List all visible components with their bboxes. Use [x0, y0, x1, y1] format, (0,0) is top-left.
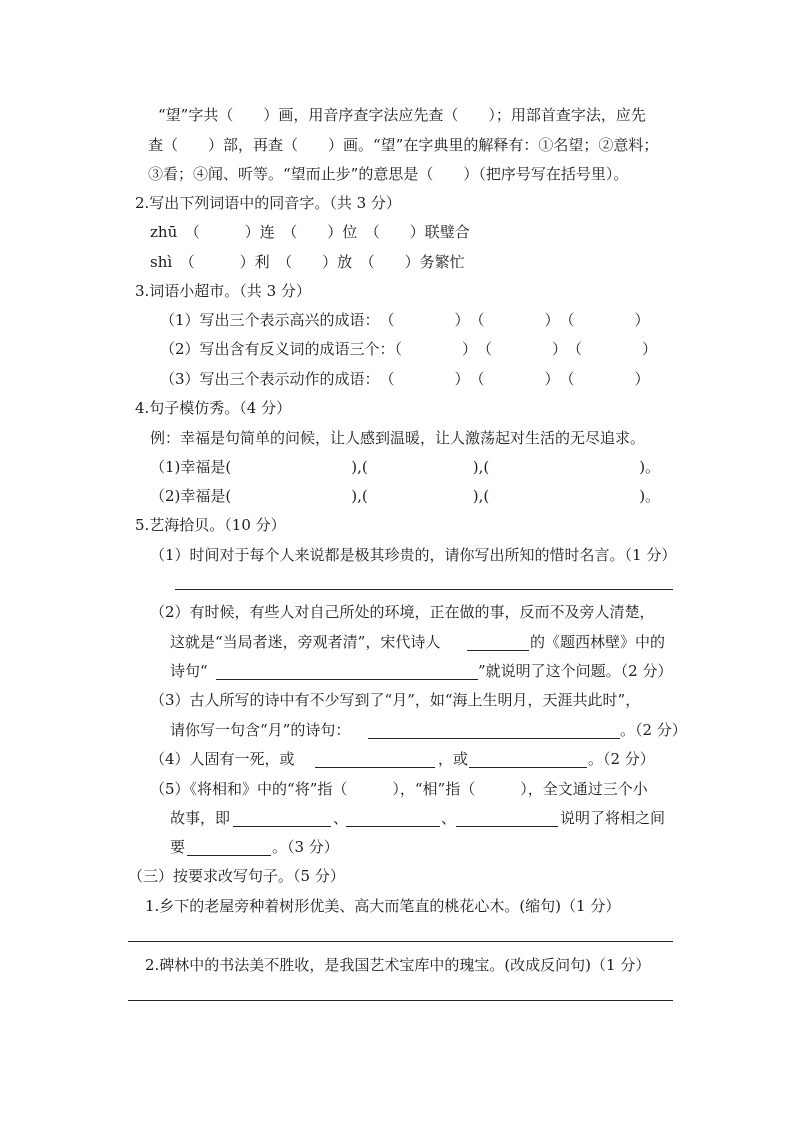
part3-question-2: 2.碑林中的书法美不胜收，是我国艺术宝库中的瑰宝。(改成反问句)（1 分）: [145, 956, 651, 974]
poet-blank[interactable]: [467, 650, 529, 651]
q2-row-shi: shì （ ）利 （ ）放 （ ）务繁忙: [150, 253, 465, 271]
part3-answer-line-1[interactable]: [128, 941, 673, 942]
q5-sub-4-part-2: ，或: [438, 750, 469, 768]
q5-sub-4-part-3: 。（2 分）: [588, 750, 655, 768]
q5-sub-5-line-a: （5）《将相和》中的“将”指（ ），“相”指（ ），全文通过三个小: [150, 780, 648, 798]
q5-sub-2-line-a: （2）有时候，有些人对自己所处的环境，正在做的事，反而不及旁人清楚，: [150, 603, 655, 621]
idiom-blank-2[interactable]: [469, 767, 587, 768]
story-blank-2[interactable]: [346, 826, 440, 827]
part3-title: （三）按要求改写句子。（5 分）: [128, 867, 345, 885]
q5-sub-5-sep-2: 、: [441, 809, 457, 827]
q5-sub-5-sep-1: 、: [333, 809, 349, 827]
q5-sub-5-line-c2: 。（3 分）: [272, 838, 339, 856]
q3-row-2: （2）写出含有反义词的成语三个：（ ） （ ） （ ）: [160, 340, 658, 358]
q5-sub-2-line-b2: 的《题西林壁》中的: [530, 633, 666, 651]
poem-line-blank[interactable]: [216, 679, 478, 680]
q5-sub-3-line-a: （3）古人所写的诗中有不少写到了“月”，如“海上生明月，天涯共此时”，: [150, 691, 641, 709]
q5-sub-3-line-b1: 请你写一句含“月”的诗句：: [170, 721, 351, 739]
q4-row-2: （2)幸福是( ),( ),( )。: [150, 487, 661, 505]
moon-poem-blank[interactable]: [368, 738, 620, 739]
part3-question-1: 1.乡下的老屋旁种着树形优美、高大而笔直的桃花心木。(缩句)（1 分）: [145, 897, 621, 915]
q4-row-1: （1)幸福是( ),( ),( )。: [150, 458, 661, 476]
q5-sub-1-answer-line[interactable]: [175, 589, 673, 590]
q5-sub-5-line-b1: 故事，即: [170, 809, 231, 827]
q1-line-2: 查（ ）部，再查（ ）画。“望”在字典里的解释有：①名望；②意料；: [148, 136, 659, 154]
q5-title: 5.艺海拾贝。（10 分）: [135, 516, 286, 534]
q3-title: 3.词语小超市。（共 3 分）: [135, 282, 311, 300]
idiom-blank-1[interactable]: [315, 767, 435, 768]
q4-example: 例：幸福是句简单的问候，让人感到温暖，让人激荡起对生活的无尽追求。: [150, 429, 646, 447]
q1-line-1: “望”字共（ ）画，用音序查字法应先查（ ）；用部首查字法，应先: [158, 106, 646, 124]
q1-line-3: ③看；④闻、听等。“望而止步”的意思是（ ）（把序号写在括号里）。: [148, 165, 629, 183]
q5-sub-5-line-b4: 说明了将相之间: [560, 809, 666, 827]
q5-sub-2-line-b1: 这就是“当局者迷，旁观者清”，宋代诗人: [170, 633, 441, 651]
q2-row-zhu: zhū （ ）连 （ ）位 （ ）联璧合: [150, 223, 470, 241]
story-blank-3[interactable]: [456, 826, 558, 827]
q3-row-1: （1）写出三个表示高兴的成语： （ ） （ ） （ ）: [160, 311, 650, 329]
q4-title: 4.句子模仿秀。（4 分）: [135, 399, 292, 417]
part3-answer-line-2[interactable]: [128, 1000, 673, 1001]
q5-sub-2-line-c1: 诗句“: [170, 662, 208, 680]
q2-title: 2.写出下列词语中的同音字。（共 3 分）: [135, 194, 401, 212]
q5-sub-4-part-1: （4）人固有一死，或: [150, 750, 295, 768]
q5-sub-1: （1）时间对于每个人来说都是极其珍贵的，请你写出所知的惜时名言。（1 分）: [150, 546, 677, 564]
q5-sub-2-line-c2: ”就说明了这个问题。（2 分）: [478, 662, 673, 680]
story-blank-1[interactable]: [233, 826, 331, 827]
q5-sub-5-line-c1: 要: [170, 838, 186, 856]
q5-sub-3-line-b2: 。（2 分）: [620, 721, 687, 739]
q3-row-3: （3）写出三个表示动作的成语： （ ） （ ） （ ）: [160, 370, 650, 388]
relation-blank[interactable]: [187, 855, 271, 856]
